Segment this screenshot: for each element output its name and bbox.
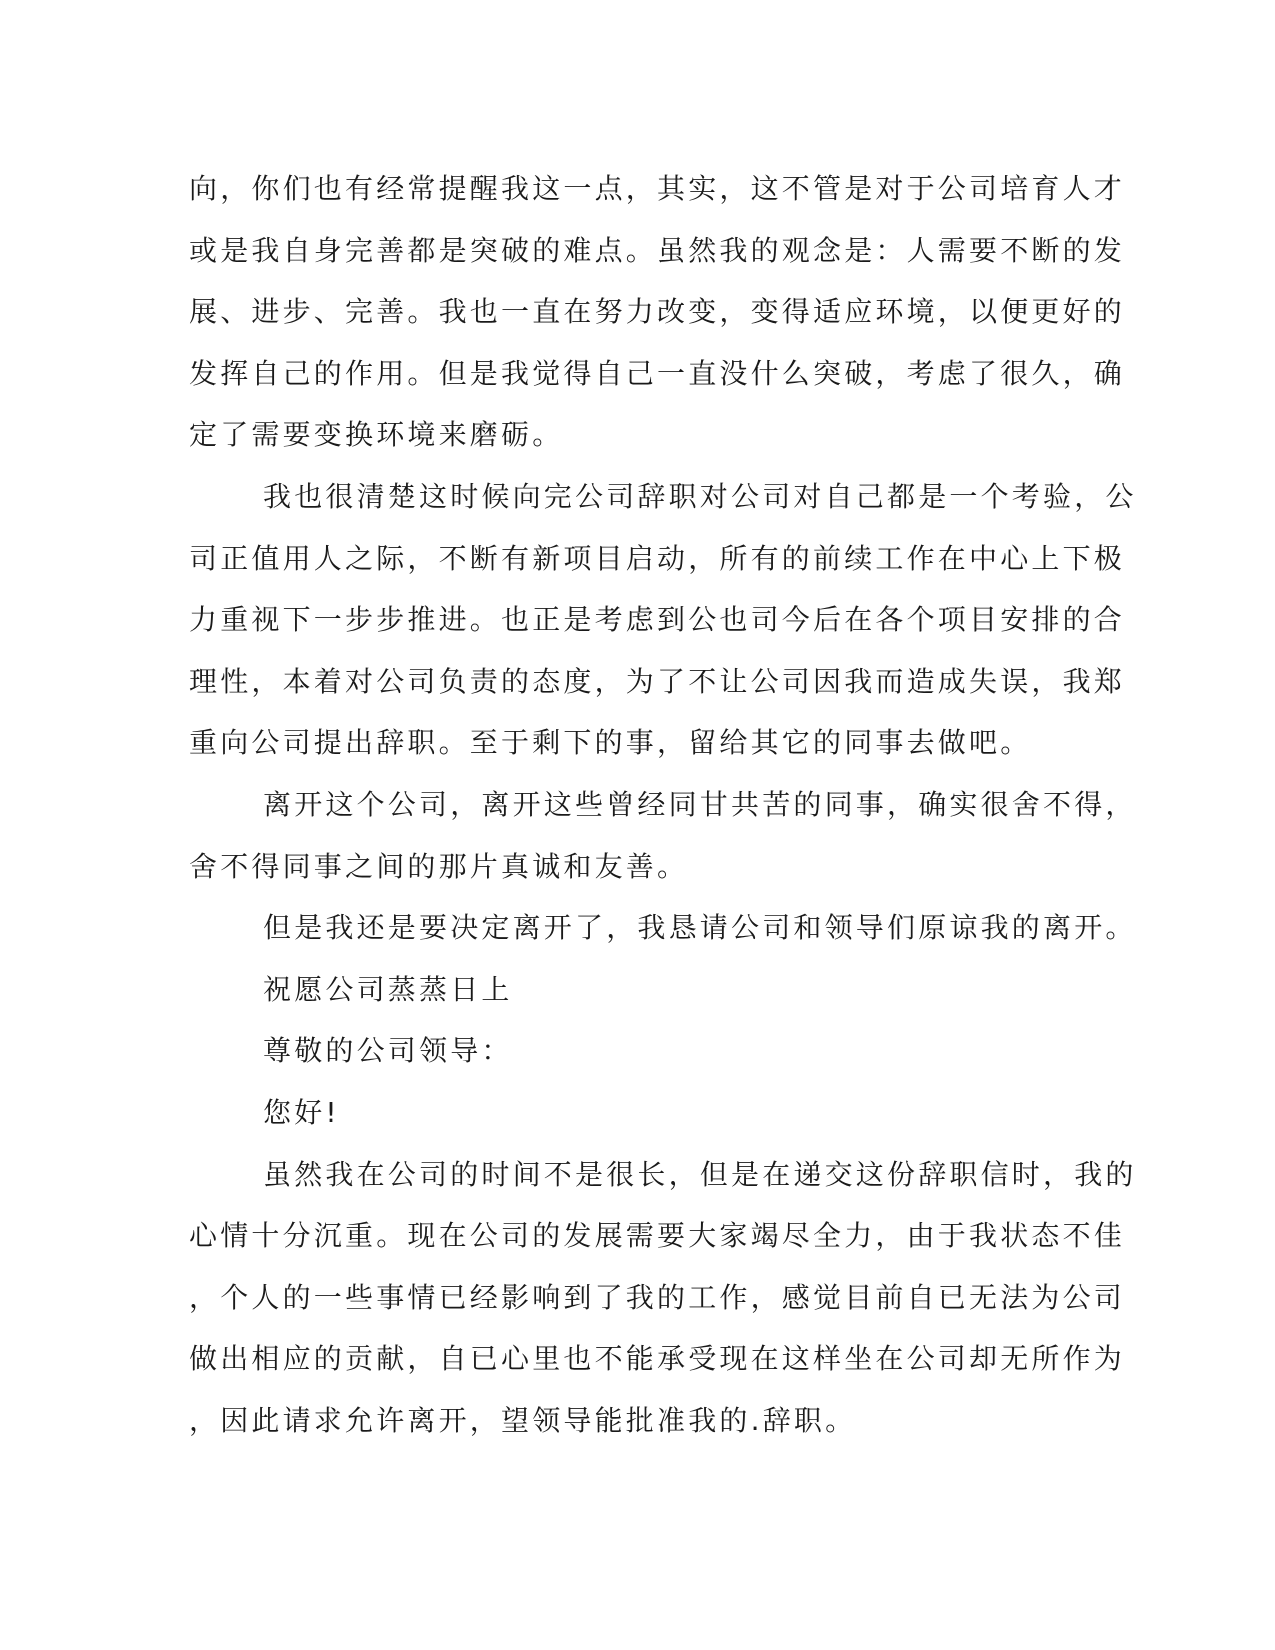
- text-line-12: 舍不得同事之间的那片真诚和友善。: [189, 849, 689, 883]
- text-line-8: 力重视下一步步推进。也正是考虑到公也司今后在各个项目安排的合: [189, 603, 1126, 637]
- text-line-19: ，个人的一些事情已经影响到了我的工作，感觉目前自已无法为公司: [189, 1280, 1126, 1314]
- salutation-line: 尊敬的公司领导：: [263, 1034, 513, 1068]
- text-line-20: 做出相应的贡献，自已心里也不能承受现在这样坐在公司却无所作为: [189, 1342, 1126, 1376]
- greeting-line: 您好!: [263, 1095, 340, 1129]
- text-line-21: ，因此请求允许离开，望领导能批准我的.辞职。: [189, 1403, 857, 1437]
- text-line-13: 但是我还是要决定离开了，我恳请公司和领导们原谅我的离开。: [263, 911, 1137, 945]
- text-line-14: 祝愿公司蒸蒸日上: [263, 972, 513, 1006]
- text-line-2: 或是我自身完善都是突破的难点。虽然我的观念是：人需要不断的发: [189, 233, 1126, 267]
- text-line-9: 理性，本着对公司负责的态度，为了不让公司因我而造成失误，我郑: [189, 664, 1126, 698]
- text-line-18: 心情十分沉重。现在公司的发展需要大家竭尽全力，由于我状态不佳: [189, 1219, 1126, 1253]
- text-line-7: 司正值用人之际，不断有新项目启动，所有的前续工作在中心上下极: [189, 541, 1126, 575]
- text-line-3: 展、进步、完善。我也一直在努力改变，变得适应环境，以便更好的: [189, 295, 1126, 329]
- text-line-4: 发挥自己的作用。但是我觉得自己一直没什么突破，考虑了很久，确: [189, 356, 1126, 390]
- text-line-10: 重向公司提出辞职。至于剩下的事，留给其它的同事去做吧。: [189, 726, 1032, 760]
- text-line-6: 我也很清楚这时候向完公司辞职对公司对自己都是一个考验，公: [263, 479, 1137, 513]
- text-line-5: 定了需要变换环境来磨砺。: [189, 418, 564, 452]
- letter-body: [189, 158, 1137, 1451]
- text-line-11: 离开这个公司，离开这些曾经同甘共苦的同事，确实很舍不得，: [263, 787, 1137, 821]
- text-line-17: 虽然我在公司的时间不是很长，但是在递交这份辞职信时，我的: [263, 1157, 1137, 1191]
- text-line-1: 向，你们也有经常提醒我这一点，其实，这不管是对于公司培育人才: [189, 172, 1126, 205]
